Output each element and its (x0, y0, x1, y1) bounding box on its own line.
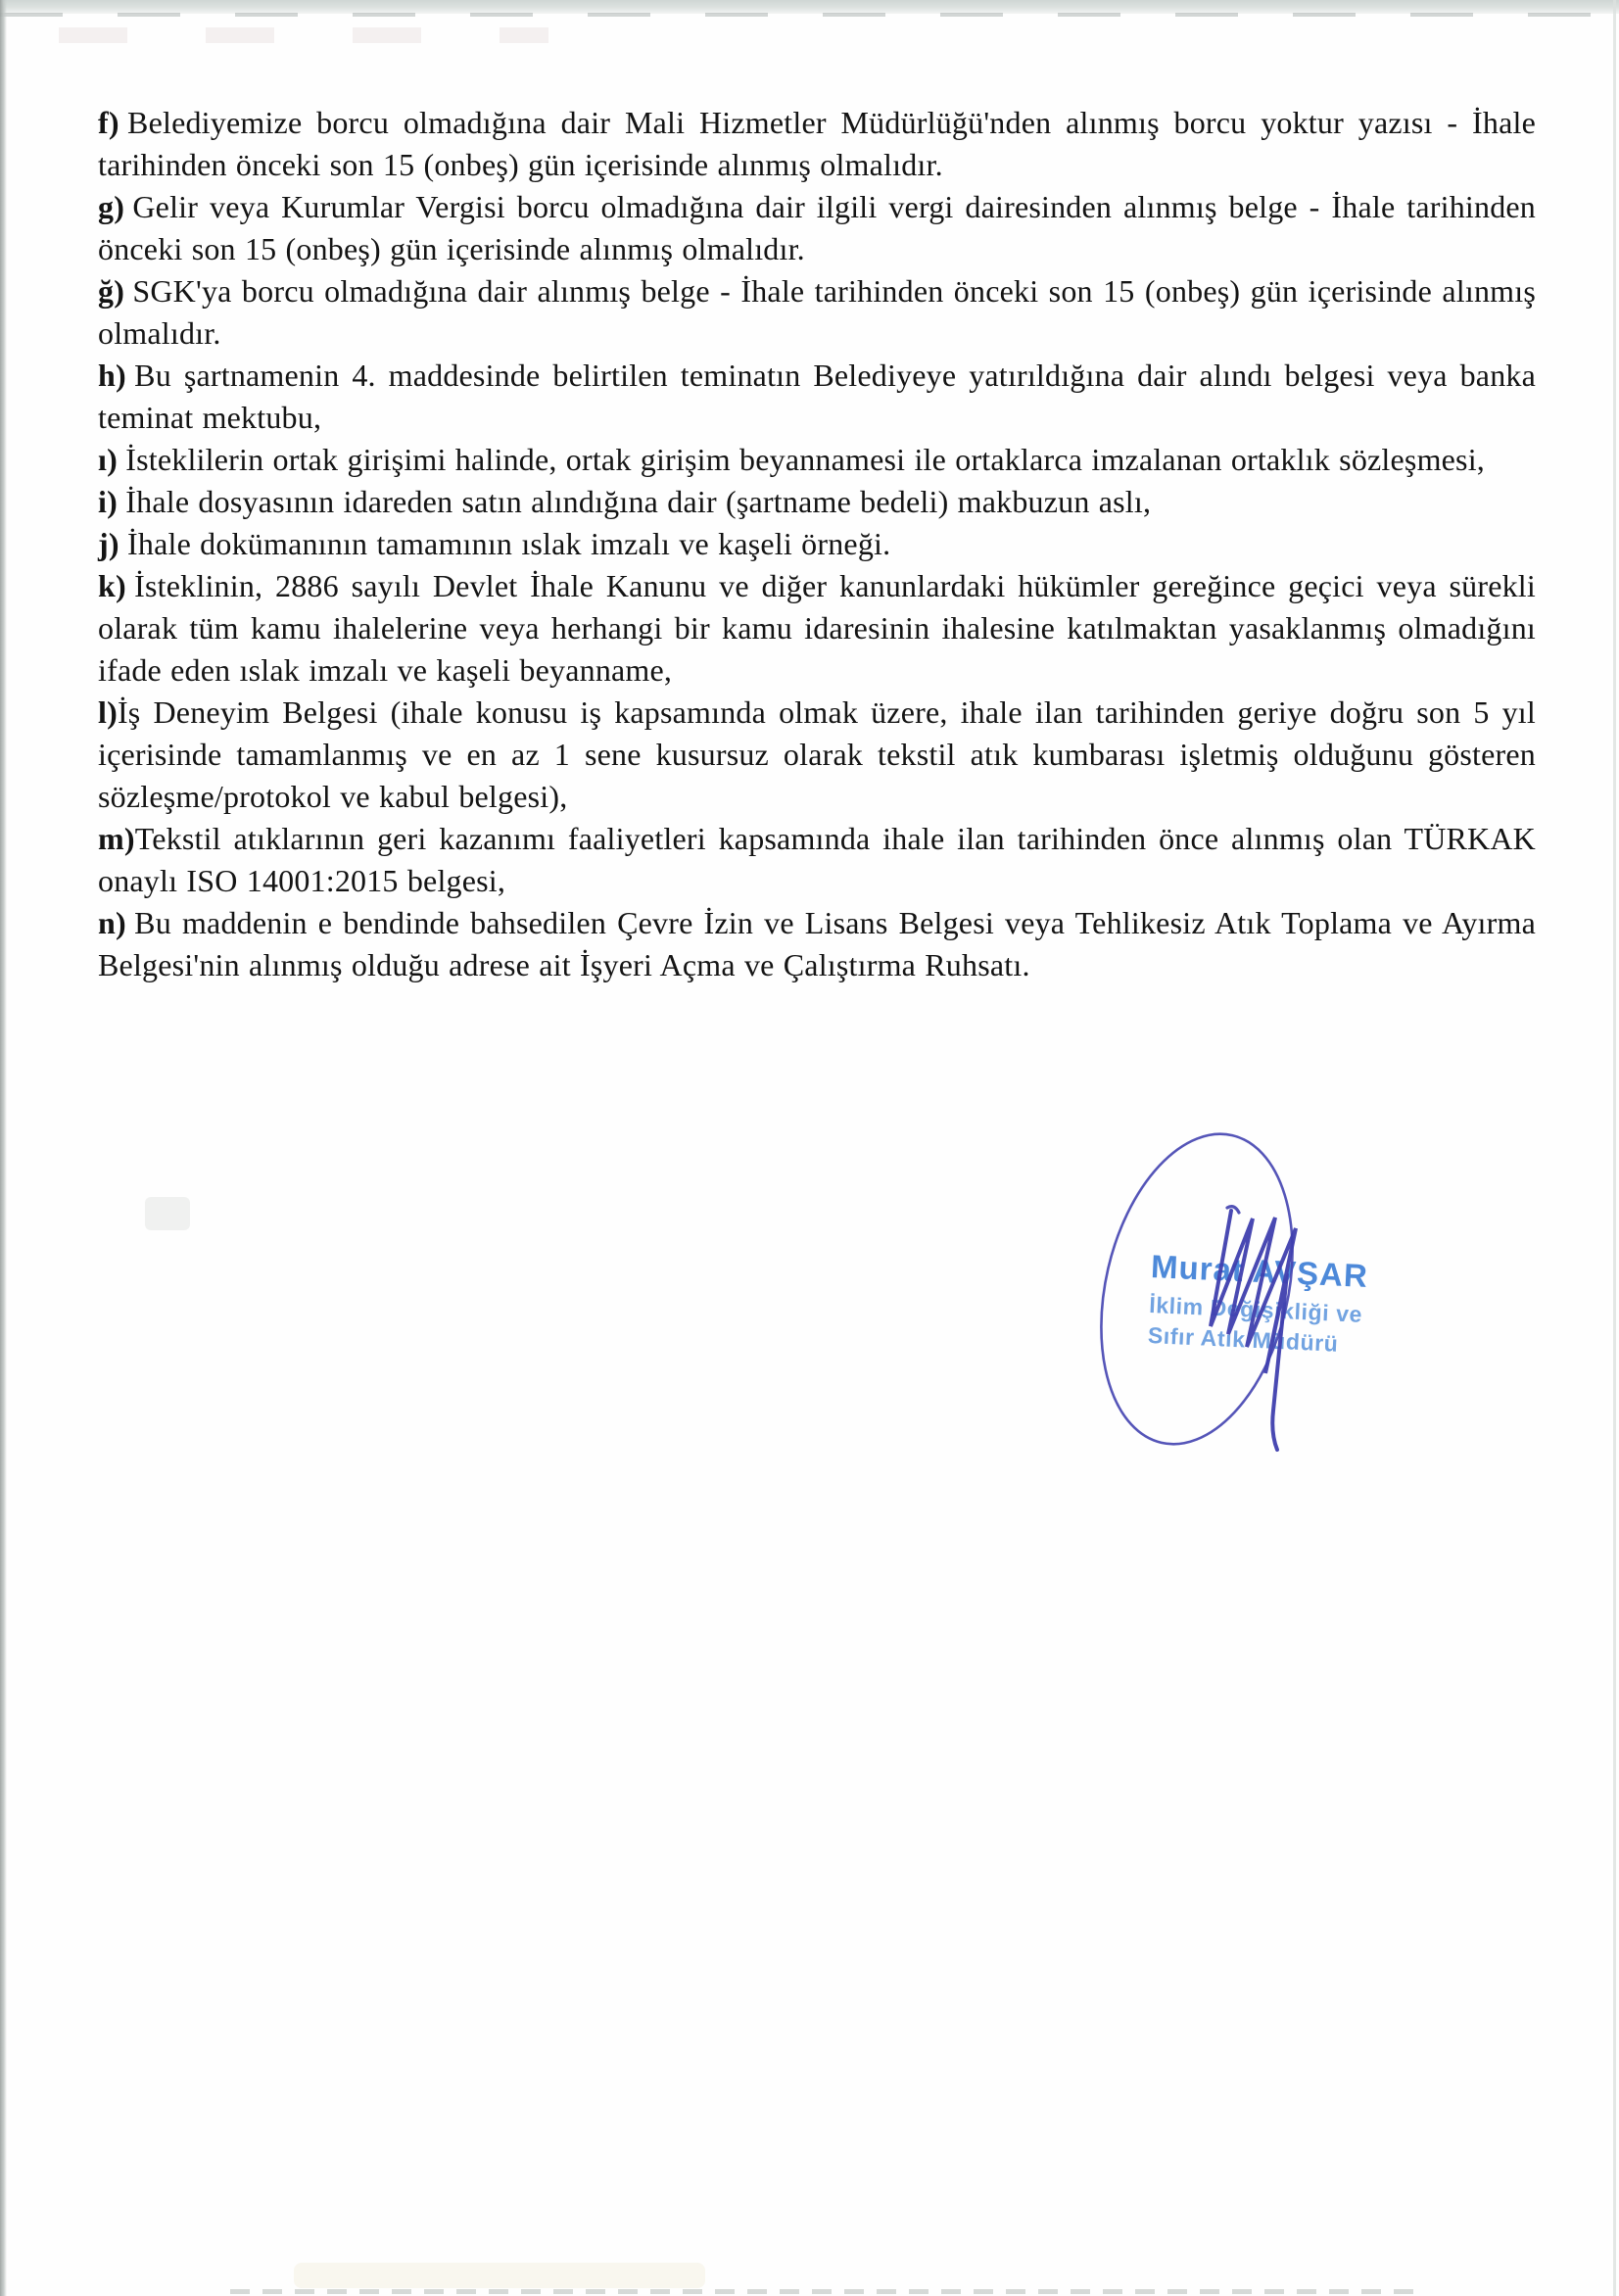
clause-label: i) (98, 484, 118, 519)
scan-edge-left (0, 0, 7, 2296)
clause-label: k) (98, 568, 126, 603)
scan-smudge-bottom (294, 2263, 705, 2288)
clause-text: İsteklinin, 2886 sayılı Devlet İhale Kanunu ve diğer kanunlardaki hükümler gereğince geçici veya sürekli olarak tüm kamu ihalelerine veya herhangi bir kamu idaresinin ihalesine katılmaktan yasaklanmış olmadığını ifade eden ıslak imzalı ve kaşeli beyanname, (98, 568, 1536, 688)
clause-label: m) (98, 821, 135, 856)
clause-text: Gelir veya Kurumlar Vergisi borcu olmadığına dair ilgili vergi dairesinden alınmış belge - İhale tarihinden önceki son 15 (onbeş) gün içerisinde alınmış olmalıdır. (98, 189, 1536, 266)
clause-label: n) (98, 905, 126, 940)
clause-label: ğ) (98, 273, 125, 309)
clause-text: İhale dokümanının tamamının ıslak imzalı ve kaşeli örneği. (127, 526, 891, 561)
clause-text: İş Deneyim Belgesi (ihale konusu iş kapsamında olmak üzere, ihale ilan tarihinden geriye doğru son 5 yıl içerisinde tamamlanmış ve en az 1 sene kusursuz olarak tekstil atık kumbarası işletmiş olduğunu gösteren sözleşme/protokol ve kabul belgesi), (98, 694, 1536, 814)
clause-f (98, 102, 1536, 186)
clause-h (98, 355, 1536, 439)
clause-l (98, 692, 1536, 818)
scan-edge-right (1613, 0, 1616, 2296)
stamp-title-line-2: Sıfır Atık Müdürü (1147, 1321, 1339, 1357)
clause-text: İsteklilerin ortak girişimi halinde, ortak girişim beyannamesi ile ortaklarca imzalanan ortaklık sözleşmesi, (125, 442, 1486, 477)
clause-label: j) (98, 526, 119, 561)
scan-edge-top (0, 0, 1619, 14)
clause-gg (98, 270, 1536, 355)
clause-text: Bu şartnamenin 4. maddesinde belirtilen teminatın Belediyeye yatırıldığına dair alındı belgesi veya banka teminat mektubu, (98, 358, 1536, 435)
clause-label: ı) (98, 442, 118, 477)
signature-zigzag-stroke (1211, 1211, 1296, 1450)
stamp-title-line-1: İklim Değişikliği ve (1148, 1291, 1363, 1327)
signature-block (1068, 1117, 1401, 1479)
document-body-text (98, 102, 1536, 986)
clause-n (98, 902, 1536, 986)
clause-g (98, 186, 1536, 270)
clause-label: l) (98, 694, 118, 730)
clause-text: İhale dosyasının idareden satın alındığına dair (şartname bedeli) makbuzun aslı, (125, 484, 1152, 519)
scan-smudge-mid (145, 1197, 190, 1230)
clause-text: Bu maddenin e bendinde bahsedilen Çevre İzin ve Lisans Belgesi veya Tehlikesiz Atık Toplama ve Ayırma Belgesi'nin alınmış olduğu adrese ait İşyeri Açma ve Çalıştırma Ruhsatı. (98, 905, 1536, 982)
clause-text: Tekstil atıklarının geri kazanımı faaliyetleri kapsamında ihale ilan tarihinden önce alınmış olan TÜRKAK onaylı ISO 14001:2015 belgesi, (98, 821, 1536, 898)
clause-label: g) (98, 189, 125, 224)
clause-k (98, 565, 1536, 692)
clause-text: SGK'ya borcu olmadığına dair alınmış belge - İhale tarihinden önceki son 15 (onbeş) gün içerisinde alınmış olmalıdır. (98, 273, 1536, 351)
clause-label: f) (98, 105, 119, 140)
scan-edge-bottom-dashes (230, 2289, 1420, 2294)
scan-edge-top-dashes (0, 13, 1619, 17)
clause-ii (98, 439, 1536, 481)
handwritten-signature (1068, 1117, 1401, 1479)
clause-label: h) (98, 358, 126, 393)
stamp-name: Murat AVŞAR (1150, 1248, 1369, 1295)
clause-text: Belediyemize borcu olmadığına dair Mali Hizmetler Müdürlüğü'nden alınmış borcu yoktur yazısı - İhale tarihinden önceki son 15 (onbeş) gün içerisinde alınmış olmalıdır. (98, 105, 1536, 182)
clause-m (98, 818, 1536, 902)
clause-j (98, 523, 1536, 565)
scan-smudge-top (59, 27, 548, 43)
clause-i (98, 481, 1536, 523)
